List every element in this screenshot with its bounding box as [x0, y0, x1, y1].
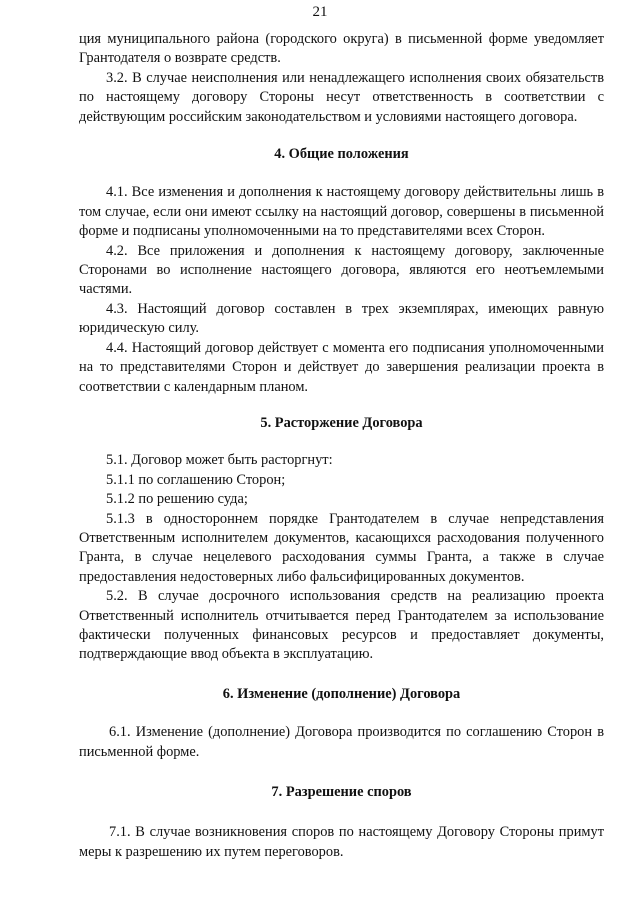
clause-4-4: 4.4. Настоящий договор действует с момента его подписания уполномоченными на то представителями Сторон и действует до завершения реализации проекта в соответствии с календарным планом. [79, 339, 604, 395]
clause-4-3: 4.3. Настоящий договор составлен в трех экземплярах, имеющих равную юридическую силу. [79, 300, 604, 337]
clause-4-2: 4.2. Все приложения и дополнения к настоящему договору, заключенные Сторонами во исполнение настоящего договора, являются его неотъемлемыми частями. [79, 242, 604, 298]
clause-6-1: 6.1. Изменение (дополнение) Договора производится по соглашению Сторон в письменной форме. [79, 724, 604, 760]
section-5-heading: 5. Расторжение Договора [260, 414, 423, 431]
document-body [79, 30, 604, 862]
section-6-heading: 6. Изменение (дополнение) Договора [222, 685, 461, 702]
section-7-heading: 7. Разрешение споров [271, 784, 412, 800]
clause-5-1-3: 5.1.3 в одностороннем порядке Грантодателем в случае непредставления Ответственным исполнителем документов, касающихся расходования полученного Гранта, в случае нецелевого расходования суммы Гранта, а также в случае предоставления недостоверных либо фальсифицированных документов. [79, 510, 604, 585]
continuation-paragraph: ция муниципального района (городского округа) в письменной форме уведомляет Грантодателя о возврате средств. [79, 31, 604, 67]
clause-5-2: 5.2. В случае досрочного использования средств на реализацию проекта Ответственный исполнитель отчитывается перед Грантодателем за использование фактически полученных финансовых ресурсов и предоставляет документы, подтверждающие ввод объекта в эксплуатацию. [79, 588, 604, 663]
clause-5-1-1: 5.1.1 по соглашению Сторон; [106, 471, 286, 488]
clause-7-1: 7.1. В случае возникновения споров по настоящему Договору Стороны примут меры к разрешению их путем переговоров. [79, 824, 604, 860]
page-number: 21 [312, 4, 328, 20]
section-4-heading: 4. Общие положения [274, 146, 409, 163]
clause-5-1-2: 5.1.2 по решению суда; [106, 491, 248, 508]
clause-5-1: 5.1. Договор может быть расторгнут: [106, 452, 333, 469]
clause-3-2: 3.2. В случае неисполнения или ненадлежащего исполнения своих обязательств по настоящему договору Стороны несут ответственность в соответствии с действующим российским законодательством и условиями настоящего договора. [79, 69, 604, 125]
clause-4-1: 4.1. Все изменения и дополнения к настоящему договору действительны лишь в том случае, если они имеют ссылку на настоящий договор, совершены в письменной форме и подписаны уполномоченными на то представителями всех Сторон. [79, 184, 604, 240]
